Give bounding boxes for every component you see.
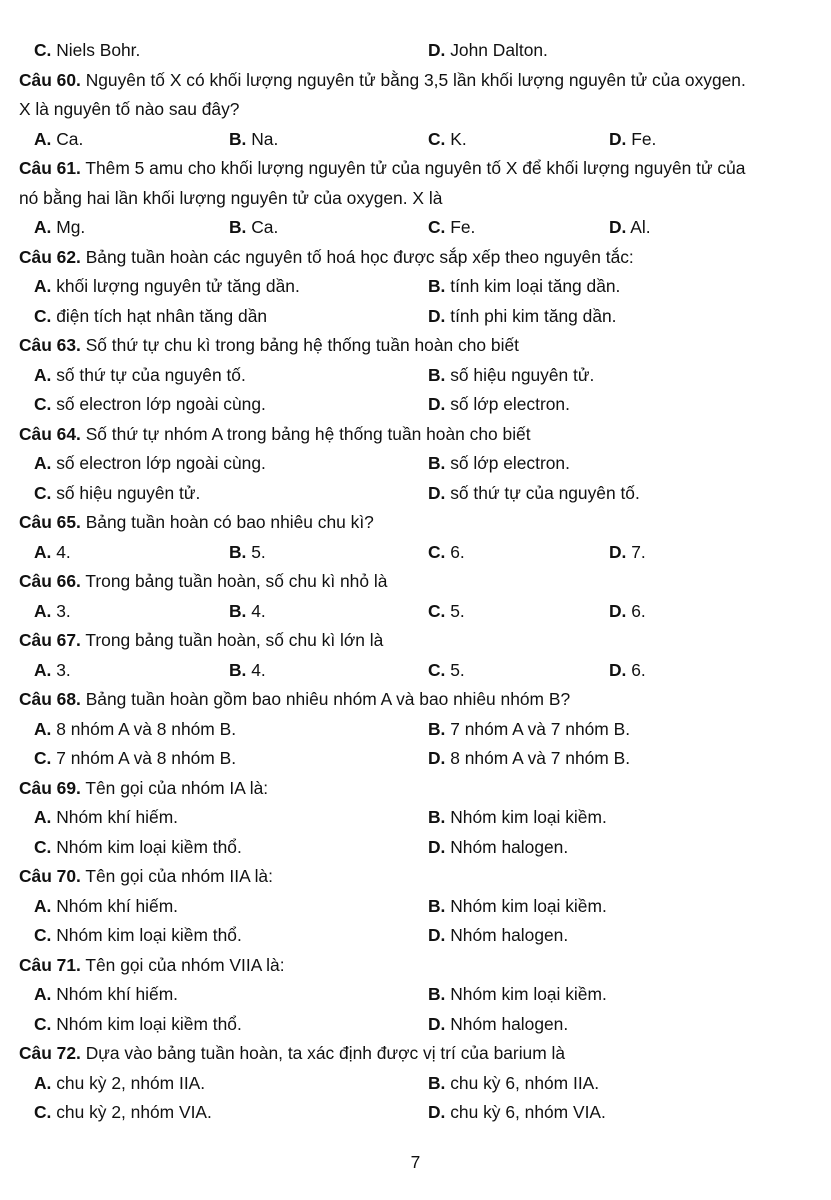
answer-option-a[interactable]	[34, 656, 71, 685]
option-text: chu kỳ 6, nhóm IIA.	[445, 1073, 600, 1093]
option-text: Ca.	[246, 217, 279, 237]
option-label: A.	[34, 276, 52, 296]
question-stem	[19, 951, 819, 980]
options-row	[0, 213, 831, 242]
option-label: A.	[34, 365, 52, 385]
option-label: D.	[609, 217, 627, 237]
answer-option-a[interactable]	[34, 1069, 205, 1098]
option-label: D.	[609, 129, 627, 149]
option-label: B.	[428, 1073, 446, 1093]
option-label: D.	[428, 925, 446, 945]
option-text: 6.	[626, 601, 646, 621]
option-label: A.	[34, 984, 52, 1004]
option-text: số hiệu nguyên tử.	[445, 365, 595, 385]
option-text: số electron lớp ngoài cùng.	[51, 394, 266, 414]
option-label: C.	[428, 542, 446, 562]
options-row	[0, 833, 831, 862]
options-row	[0, 1069, 831, 1098]
option-label: C.	[34, 1014, 52, 1034]
question-number: Câu 62.	[19, 247, 81, 267]
options-row	[0, 715, 831, 744]
question-text: Số thứ tự nhóm A trong bảng hệ thống tuần hoàn cho biết	[80, 424, 531, 444]
answer-option-b[interactable]	[428, 272, 620, 301]
question-text: Trong bảng tuần hoàn, số chu kì nhỏ là	[80, 571, 388, 591]
option-text: số thứ tự của nguyên tố.	[445, 483, 640, 503]
answer-option-c[interactable]	[34, 479, 200, 508]
answer-option-b[interactable]	[428, 1069, 599, 1098]
option-label: C.	[428, 601, 446, 621]
question-stem	[19, 508, 819, 537]
option-label: A.	[34, 660, 52, 680]
question-number: Câu 71.	[19, 955, 81, 975]
option-label: C.	[34, 394, 52, 414]
question-text: Dựa vào bảng tuần hoàn, ta xác định được vị trí của barium là	[80, 1043, 566, 1063]
option-label: D.	[609, 601, 627, 621]
question-stem	[19, 685, 819, 714]
options-row	[0, 449, 831, 478]
question-stem	[19, 626, 819, 655]
options-row	[0, 892, 831, 921]
option-label: D.	[428, 40, 446, 60]
option-text: 7 nhóm A và 7 nhóm B.	[445, 719, 631, 739]
option-label: C.	[34, 837, 52, 857]
page-number: 7	[410, 1152, 421, 1172]
answer-option-a[interactable]	[34, 892, 178, 921]
option-text: chu kỳ 6, nhóm VIA.	[445, 1102, 606, 1122]
option-label: D.	[609, 660, 627, 680]
option-text: số lớp electron.	[445, 453, 570, 473]
question-text: Số thứ tự chu kì trong bảng hệ thống tuần hoàn cho biết	[80, 335, 519, 355]
option-text: tính phi kim tăng dần.	[445, 306, 617, 326]
answer-option-a[interactable]	[34, 597, 71, 626]
options-row	[0, 479, 831, 508]
option-label: C.	[34, 306, 52, 326]
answer-option-b[interactable]	[428, 715, 630, 744]
option-text: John Dalton.	[445, 40, 548, 60]
options-row	[0, 803, 831, 832]
answer-option-c[interactable]	[428, 125, 467, 154]
option-label: B.	[428, 365, 446, 385]
question-stem	[19, 331, 819, 360]
option-label: A.	[34, 453, 52, 473]
answer-option-b[interactable]	[229, 656, 266, 685]
answer-option-c[interactable]	[428, 538, 465, 567]
question-stem	[19, 1039, 819, 1068]
answer-option-d[interactable]	[428, 36, 548, 65]
option-text: 6.	[445, 542, 465, 562]
option-label: C.	[34, 483, 52, 503]
answer-option-a[interactable]	[34, 361, 246, 390]
question-number: Câu 70.	[19, 866, 81, 886]
answer-option-d[interactable]	[428, 479, 640, 508]
option-text: Nhóm kim loại kiềm.	[445, 984, 607, 1004]
answer-option-c[interactable]	[34, 833, 242, 862]
option-text: Nhóm khí hiếm.	[51, 896, 179, 916]
answer-option-a[interactable]	[34, 213, 85, 242]
option-label: C.	[34, 925, 52, 945]
answer-option-b[interactable]	[428, 803, 607, 832]
option-label: B.	[428, 984, 446, 1004]
option-text: Niels Bohr.	[51, 40, 141, 60]
option-label: C.	[34, 1102, 52, 1122]
option-label: D.	[428, 1014, 446, 1034]
options-row	[0, 538, 831, 567]
options-row	[0, 597, 831, 626]
question-text: Thêm 5 amu cho khối lượng nguyên tử của nguyên tố X để khối lượng nguyên tử của	[80, 158, 746, 178]
answer-option-b[interactable]	[428, 980, 607, 1009]
question-number: Câu 61.	[19, 158, 81, 178]
option-text: Na.	[246, 129, 279, 149]
option-text: chu kỳ 2, nhóm VIA.	[51, 1102, 212, 1122]
option-text: 5.	[445, 660, 465, 680]
option-label: D.	[428, 748, 446, 768]
question-text: nó bằng hai lần khối lượng nguyên tử của oxygen. X là	[19, 188, 443, 208]
option-label: C.	[428, 660, 446, 680]
option-text: 4.	[51, 542, 71, 562]
question-stem	[19, 154, 819, 183]
question-number: Câu 66.	[19, 571, 81, 591]
question-stem	[19, 184, 819, 213]
answer-option-b[interactable]	[428, 449, 570, 478]
answer-option-d[interactable]	[609, 125, 656, 154]
option-text: Ca.	[51, 129, 84, 149]
carry-over-options	[0, 36, 831, 65]
option-text: Nhóm halogen.	[445, 1014, 569, 1034]
option-label: A.	[34, 1073, 52, 1093]
option-text: 5.	[246, 542, 266, 562]
answer-option-c[interactable]	[34, 744, 236, 773]
option-text: Fe.	[626, 129, 657, 149]
answer-option-c[interactable]	[34, 1098, 212, 1127]
options-row	[0, 272, 831, 301]
answer-option-c[interactable]	[34, 1010, 242, 1039]
question-stem	[19, 243, 819, 272]
question-text: Nguyên tố X có khối lượng nguyên tử bằng 3,5 lần khối lượng nguyên tử của oxygen.	[80, 70, 746, 90]
option-text: 3.	[51, 601, 71, 621]
question-number: Câu 69.	[19, 778, 81, 798]
answer-option-d[interactable]	[428, 302, 617, 331]
option-text: 7.	[626, 542, 646, 562]
option-text: 5.	[445, 601, 465, 621]
option-text: Nhóm halogen.	[445, 925, 569, 945]
answer-option-a[interactable]	[34, 715, 236, 744]
option-text: số electron lớp ngoài cùng.	[51, 453, 266, 473]
option-label: D.	[428, 306, 446, 326]
answer-option-d[interactable]	[428, 744, 630, 773]
answer-option-d[interactable]	[609, 538, 646, 567]
answer-option-b[interactable]	[428, 892, 607, 921]
answer-option-b[interactable]	[229, 213, 278, 242]
option-text: K.	[445, 129, 467, 149]
answer-option-c[interactable]	[34, 921, 242, 950]
question-stem	[19, 66, 819, 95]
option-label: C.	[428, 217, 446, 237]
options-row	[0, 302, 831, 331]
options-row	[0, 125, 831, 154]
question-number: Câu 60.	[19, 70, 81, 90]
option-label: D.	[428, 394, 446, 414]
question-number: Câu 67.	[19, 630, 81, 650]
question-number: Câu 65.	[19, 512, 81, 532]
question-stem	[19, 774, 819, 803]
question-text: Bảng tuần hoàn có bao nhiêu chu kì?	[80, 512, 374, 532]
option-label: B.	[428, 807, 446, 827]
option-text: 7 nhóm A và 8 nhóm B.	[51, 748, 237, 768]
answer-option-d[interactable]	[428, 390, 570, 419]
answer-option-d[interactable]	[428, 1098, 606, 1127]
option-label: A.	[34, 542, 52, 562]
option-text: số hiệu nguyên tử.	[51, 483, 201, 503]
question-text: X là nguyên tố nào sau đây?	[19, 99, 240, 119]
question-text: Trong bảng tuần hoàn, số chu kì lớn là	[80, 630, 384, 650]
answer-option-c[interactable]	[428, 656, 465, 685]
option-text: 6.	[626, 660, 646, 680]
option-text: số lớp electron.	[445, 394, 570, 414]
option-text: 8 nhóm A và 7 nhóm B.	[445, 748, 631, 768]
question-text: Tên gọi của nhóm VIIA là:	[80, 955, 285, 975]
option-text: Nhóm kim loại kiềm thổ.	[51, 925, 242, 945]
answer-option-d[interactable]	[428, 1010, 568, 1039]
answer-option-c[interactable]	[34, 36, 140, 65]
answer-option-a[interactable]	[34, 449, 266, 478]
option-text: Nhóm khí hiếm.	[51, 984, 179, 1004]
option-text: chu kỳ 2, nhóm IIA.	[51, 1073, 206, 1093]
option-text: 3.	[51, 660, 71, 680]
option-text: 4.	[246, 601, 266, 621]
option-label: B.	[428, 896, 446, 916]
option-label: D.	[428, 837, 446, 857]
answer-option-b[interactable]	[229, 538, 266, 567]
answer-option-a[interactable]	[34, 980, 178, 1009]
answer-option-a[interactable]	[34, 538, 71, 567]
option-text: Nhóm khí hiếm.	[51, 807, 179, 827]
option-label: C.	[34, 40, 52, 60]
options-row	[0, 390, 831, 419]
options-row	[0, 921, 831, 950]
question-text: Tên gọi của nhóm IIA là:	[80, 866, 273, 886]
question-stem	[19, 567, 819, 596]
answer-option-b[interactable]	[428, 361, 594, 390]
option-text: Fe.	[445, 217, 476, 237]
options-row	[0, 980, 831, 1009]
option-label: B.	[229, 129, 247, 149]
option-text: Nhóm kim loại kiềm thổ.	[51, 837, 242, 857]
option-label: A.	[34, 129, 52, 149]
answer-option-d[interactable]	[609, 213, 651, 242]
question-stem	[19, 862, 819, 891]
option-label: A.	[34, 217, 52, 237]
question-text: Bảng tuần hoàn các nguyên tố hoá học được sắp xếp theo nguyên tắc:	[80, 247, 634, 267]
option-label: D.	[609, 542, 627, 562]
option-text: tính kim loại tăng dần.	[445, 276, 621, 296]
option-label: A.	[34, 896, 52, 916]
option-label: D.	[428, 483, 446, 503]
option-text: Nhóm kim loại kiềm.	[445, 896, 607, 916]
option-text: Al.	[626, 217, 651, 237]
option-label: D.	[428, 1102, 446, 1122]
option-text: khối lượng nguyên tử tăng dần.	[51, 276, 300, 296]
options-row	[0, 744, 831, 773]
option-label: A.	[34, 807, 52, 827]
option-label: B.	[229, 217, 247, 237]
answer-option-b[interactable]	[229, 125, 278, 154]
question-stem	[19, 420, 819, 449]
question-text: Tên gọi của nhóm IA là:	[80, 778, 269, 798]
options-row	[0, 656, 831, 685]
question-number: Câu 72.	[19, 1043, 81, 1063]
answer-option-d[interactable]	[428, 833, 568, 862]
options-row	[0, 1010, 831, 1039]
question-stem	[19, 95, 819, 124]
answer-option-b[interactable]	[229, 597, 266, 626]
option-label: B.	[428, 453, 446, 473]
answer-option-c[interactable]	[428, 597, 465, 626]
option-text: Nhóm kim loại kiềm.	[445, 807, 607, 827]
answer-option-d[interactable]	[609, 656, 646, 685]
option-label: B.	[428, 719, 446, 739]
option-label: B.	[428, 276, 446, 296]
option-label: A.	[34, 601, 52, 621]
option-label: C.	[34, 748, 52, 768]
answer-option-c[interactable]	[34, 302, 267, 331]
options-row	[0, 361, 831, 390]
question-text: Bảng tuần hoàn gồm bao nhiêu nhóm A và bao nhiêu nhóm B?	[80, 689, 571, 709]
options-row	[0, 1098, 831, 1127]
option-label: B.	[229, 601, 247, 621]
answer-option-a[interactable]	[34, 125, 83, 154]
option-text: 8 nhóm A và 8 nhóm B.	[51, 719, 237, 739]
answer-option-c[interactable]	[428, 213, 475, 242]
option-text: Nhóm halogen.	[445, 837, 569, 857]
question-number: Câu 63.	[19, 335, 81, 355]
option-label: B.	[229, 542, 247, 562]
answer-option-c[interactable]	[34, 390, 266, 419]
option-text: số thứ tự của nguyên tố.	[51, 365, 246, 385]
answer-option-d[interactable]	[428, 921, 568, 950]
option-text: điện tích hạt nhân tăng dần	[51, 306, 268, 326]
option-label: A.	[34, 719, 52, 739]
option-text: Nhóm kim loại kiềm thổ.	[51, 1014, 242, 1034]
option-label: B.	[229, 660, 247, 680]
option-text: Mg.	[51, 217, 86, 237]
answer-option-a[interactable]	[34, 272, 300, 301]
answer-option-a[interactable]	[34, 803, 178, 832]
option-label: C.	[428, 129, 446, 149]
option-text: 4.	[246, 660, 266, 680]
question-number: Câu 68.	[19, 689, 81, 709]
question-number: Câu 64.	[19, 424, 81, 444]
answer-option-d[interactable]	[609, 597, 646, 626]
